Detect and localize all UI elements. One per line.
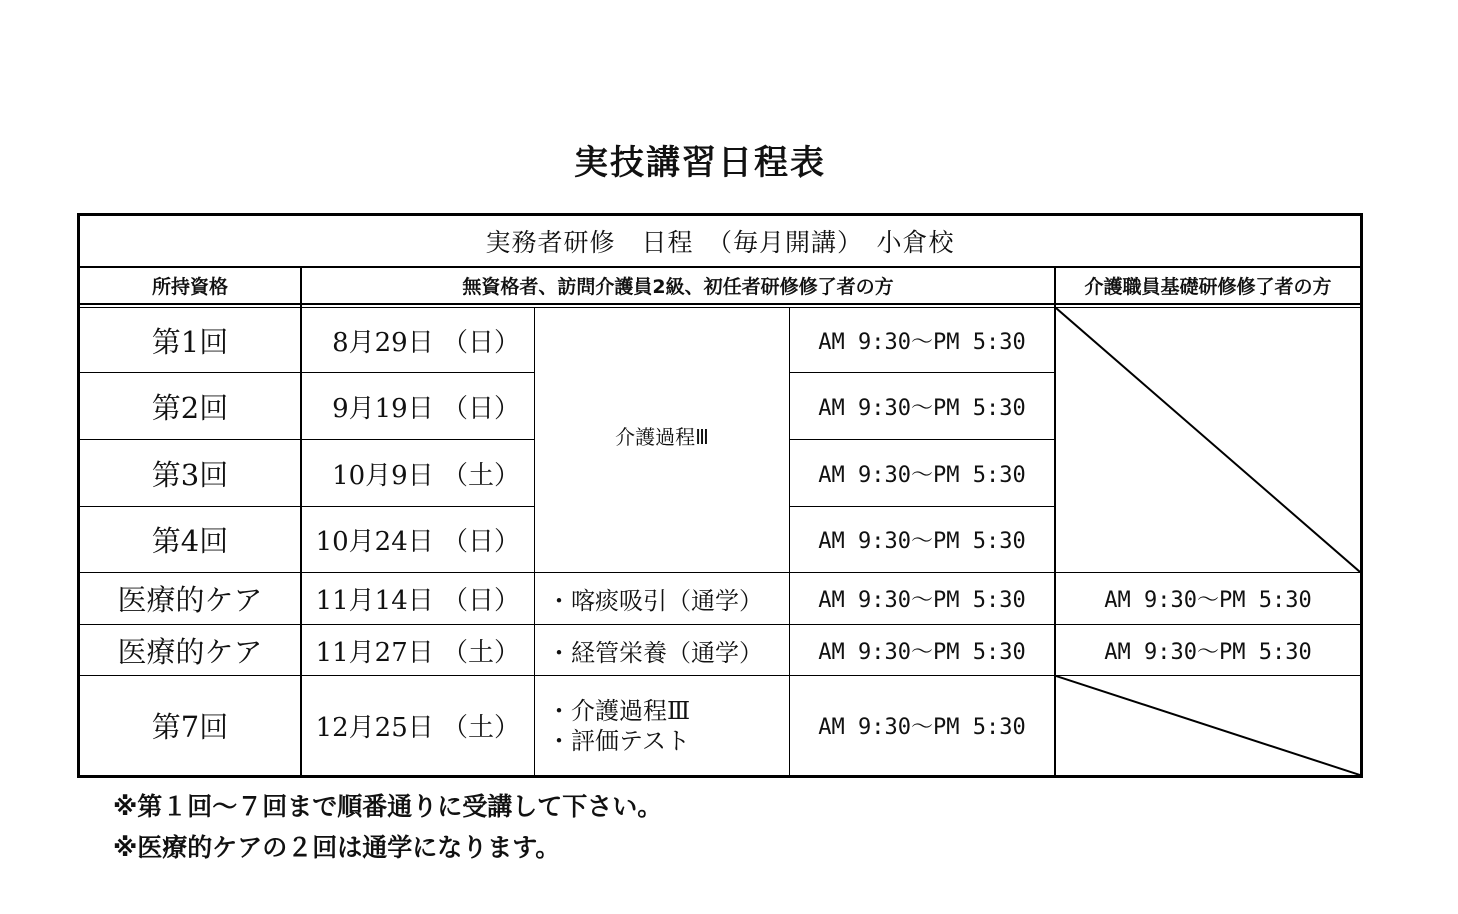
session-1: 第1回	[151, 324, 229, 359]
content-7	[535, 676, 789, 775]
time-6: AM 9:30～PM 5:30	[818, 639, 1026, 665]
time-3: AM 9:30～PM 5:30	[818, 462, 1026, 488]
content-6: ・経管栄養（通学）	[547, 638, 763, 667]
diagonal-slash-top	[1056, 308, 1360, 572]
content-7-line-2: ・評価テスト	[547, 726, 691, 755]
session-6: 医療的ケア	[117, 634, 263, 669]
time-4: AM 9:30～PM 5:30	[818, 529, 1026, 554]
time-2: AM 9:30～PM 5:30	[818, 395, 1026, 421]
content-5: ・喀痰吸引（通学）	[547, 587, 763, 615]
table-subheader: 実務者研修 日程 （毎月開講） 小倉校	[485, 228, 955, 257]
date-4: 10月24日 （日）	[315, 527, 520, 557]
schedule-table	[77, 213, 1363, 778]
date-5: 11月14日 （日）	[315, 586, 520, 616]
time2-6: AM 9:30～PM 5:30	[1104, 639, 1312, 665]
time2-5: AM 9:30～PM 5:30	[1104, 588, 1312, 613]
session-4: 第4回	[151, 524, 229, 558]
date-2: 9月19日 （日）	[332, 393, 520, 424]
date-7: 12月25日 （土）	[315, 713, 520, 743]
date-1: 8月29日 （日）	[332, 327, 520, 358]
note-commute: ※医療的ケアの２回は通学になります。	[113, 833, 561, 862]
session-2: 第2回	[151, 390, 229, 425]
session-3: 第3回	[151, 457, 229, 492]
date-6: 11月27日 （土）	[315, 637, 520, 668]
session-5: 医療的ケア	[117, 583, 263, 617]
time-5: AM 9:30～PM 5:30	[818, 588, 1026, 613]
date-3: 10月9日 （土）	[332, 460, 520, 491]
time-7: AM 9:30～PM 5:30	[818, 715, 1026, 740]
header-basic-training: 介護職員基礎研修修了者の方	[1084, 276, 1332, 298]
page-title: 実技講習日程表	[574, 143, 826, 183]
header-unqualified: 無資格者、訪問介護員2級、初任者研修修了者の方	[462, 276, 894, 298]
merged-content-care-process	[535, 308, 789, 572]
content-7-line-1: ・介護過程Ⅲ	[547, 696, 691, 725]
note-order: ※第１回～７回まで順番通りに受講して下さい。	[113, 792, 663, 821]
time-1: AM 9:30～PM 5:30	[818, 329, 1026, 355]
merged-content-label: 介護過程Ⅲ	[615, 424, 709, 449]
header-qualification: 所持資格	[151, 276, 228, 298]
diagonal-slash-bottom	[1056, 676, 1360, 775]
session-7: 第7回	[151, 710, 229, 744]
